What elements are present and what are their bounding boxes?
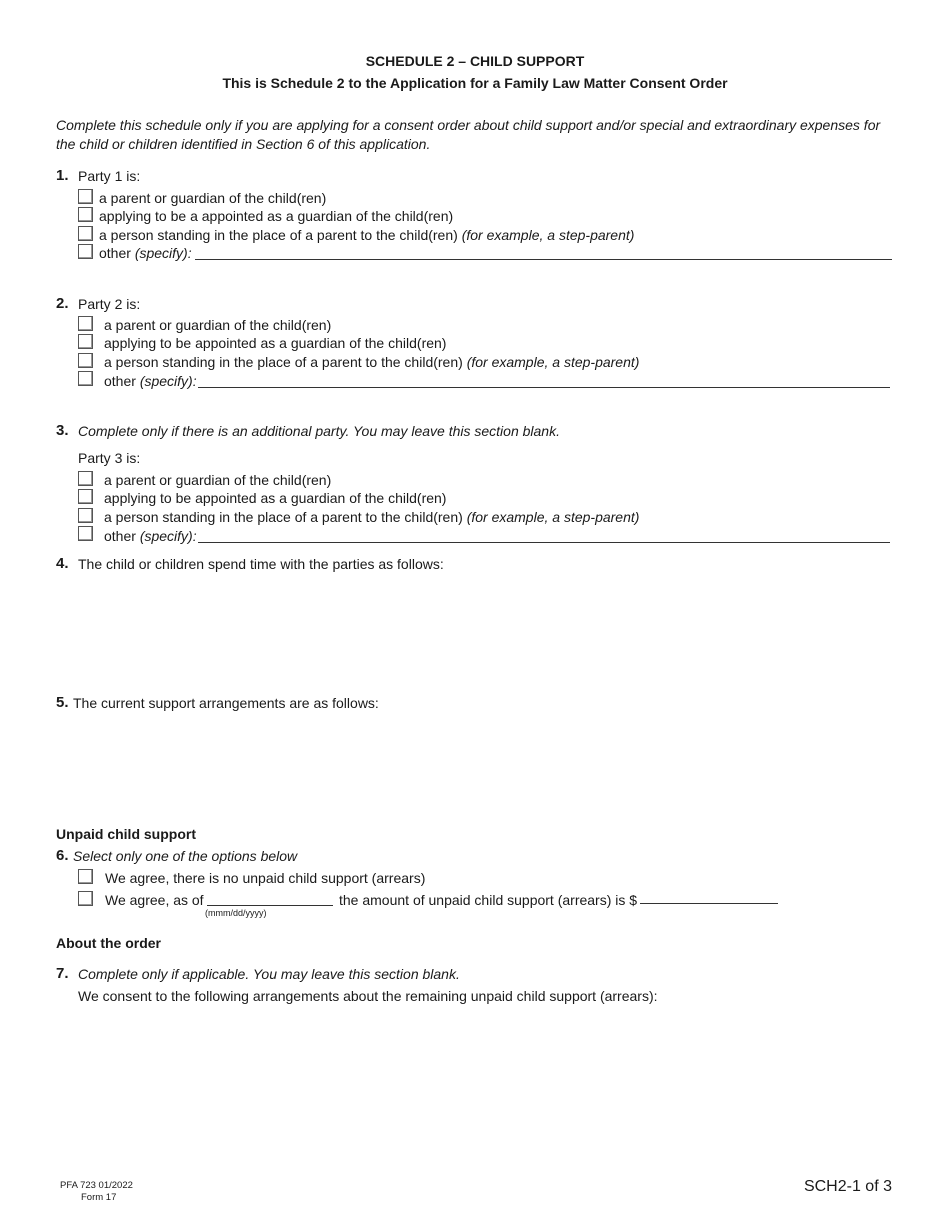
section-2-number: 2. <box>56 295 69 312</box>
section-5-label: The current support arrangements are as follows: <box>73 695 379 711</box>
no-arrears-checkbox[interactable] <box>78 869 93 884</box>
section-5-number: 5. <box>56 694 69 711</box>
party3-other-text: other <box>104 528 136 544</box>
party1-parent-checkbox[interactable] <box>78 189 93 204</box>
party2-other-label <box>104 373 197 389</box>
section-7-response-area[interactable] <box>78 1010 890 1160</box>
party3-specify-text: (specify): <box>139 528 197 544</box>
party2-guardian-checkbox[interactable] <box>78 334 93 349</box>
arrears-amount-field[interactable] <box>640 903 778 904</box>
arrears-amount-checkbox[interactable] <box>78 891 93 906</box>
intro-instructions: Complete this schedule only if you are applying for a consent order about child support and/or special and extraordinary expenses for the child or children identified in Section 6 of this application. <box>56 117 881 152</box>
party2-guardian-label: applying to be appointed as a guardian of the child(ren) <box>104 335 447 351</box>
section-5-response-area[interactable] <box>78 716 890 816</box>
party3-other-checkbox[interactable] <box>78 526 93 541</box>
schedule-subtitle: This is Schedule 2 to the Application for a Family Law Matter Consent Order <box>222 75 728 91</box>
section-1-label: Party 1 is: <box>78 168 141 184</box>
page-number: SCH2-1 of 3 <box>803 1178 892 1195</box>
section-3-note: Complete only if there is an additional party. You may leave this section blank. <box>78 423 560 439</box>
party1-other-checkbox[interactable] <box>78 244 93 259</box>
party2-parent-label: a parent or guardian of the child(ren) <box>104 317 332 333</box>
section-1-number: 1. <box>56 167 69 184</box>
party2-other-text: other <box>104 373 136 389</box>
arrears-prefix-label: We agree, as of <box>105 892 204 908</box>
party2-parent-checkbox[interactable] <box>78 316 93 331</box>
party1-standing-label <box>99 227 634 243</box>
arrears-date-field[interactable] <box>207 905 333 906</box>
section-4-number: 4. <box>56 555 69 572</box>
section-6-instruction: Select only one of the options below <box>73 848 298 864</box>
party3-standing-checkbox[interactable] <box>78 508 93 523</box>
about-order-heading: About the order <box>56 935 161 951</box>
party3-standing-example: (for example, a step-parent) <box>466 509 640 525</box>
section-4-label: The child or children spend time with the parties as follows: <box>78 556 444 572</box>
schedule-title: SCHEDULE 2 – CHILD SUPPORT <box>365 53 585 69</box>
party2-other-field[interactable] <box>198 387 890 388</box>
section-7-text: We consent to the following arrangements about the remaining unpaid child support (arrears): <box>78 988 658 1004</box>
no-arrears-label: We agree, there is no unpaid child support (arrears) <box>105 870 426 886</box>
party2-standing-label <box>104 354 639 370</box>
party3-parent-checkbox[interactable] <box>78 471 93 486</box>
party2-standing-text: a person standing in the place of a parent to the child(ren) <box>104 354 463 370</box>
party3-standing-label <box>104 509 639 525</box>
form-name: Form 17 <box>81 1192 117 1203</box>
party1-guardian-checkbox[interactable] <box>78 207 93 222</box>
party2-standing-example: (for example, a step-parent) <box>466 354 640 370</box>
section-6-number: 6. <box>56 847 69 864</box>
party3-other-label <box>104 528 197 544</box>
date-format-hint: (mmm/dd/yyyy) <box>205 908 267 918</box>
party1-specify-text: (specify): <box>134 245 192 261</box>
party1-parent-label: a parent or guardian of the child(ren) <box>99 190 327 206</box>
party3-guardian-label: applying to be appointed as a guardian of the child(ren) <box>104 490 447 506</box>
party3-guardian-checkbox[interactable] <box>78 489 93 504</box>
party1-guardian-label: applying to be a appointed as a guardian of the child(ren) <box>99 208 454 224</box>
section-7-number: 7. <box>56 965 69 982</box>
section-2-label: Party 2 is: <box>78 296 141 312</box>
party1-other-text: other <box>99 245 131 261</box>
party2-specify-text: (specify): <box>139 373 197 389</box>
section-4-response-area[interactable] <box>78 576 890 686</box>
party1-standing-example: (for example, a step-parent) <box>461 227 635 243</box>
party3-standing-text: a person standing in the place of a parent to the child(ren) <box>104 509 463 525</box>
form-code: PFA 723 01/2022 <box>60 1180 133 1191</box>
party1-standing-checkbox[interactable] <box>78 226 93 241</box>
unpaid-support-heading: Unpaid child support <box>56 826 196 842</box>
party1-other-label <box>99 245 192 261</box>
party1-standing-text: a person standing in the place of a parent to the child(ren) <box>99 227 458 243</box>
party2-other-checkbox[interactable] <box>78 371 93 386</box>
arrears-amount-label: the amount of unpaid child support (arrears) is $ <box>339 892 638 908</box>
party3-other-field[interactable] <box>198 542 890 543</box>
party2-standing-checkbox[interactable] <box>78 353 93 368</box>
party3-parent-label: a parent or guardian of the child(ren) <box>104 472 332 488</box>
section-7-note: Complete only if applicable. You may leave this section blank. <box>78 966 460 982</box>
section-3-number: 3. <box>56 422 69 439</box>
section-3-label: Party 3 is: <box>78 450 141 466</box>
party1-other-field[interactable] <box>195 259 892 260</box>
